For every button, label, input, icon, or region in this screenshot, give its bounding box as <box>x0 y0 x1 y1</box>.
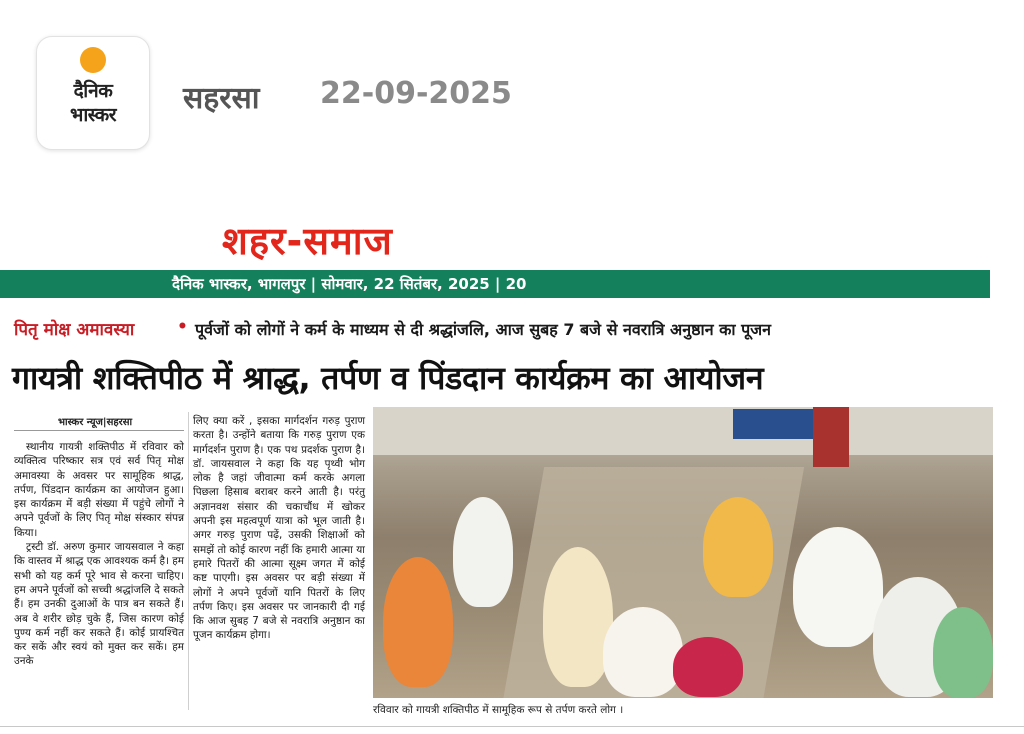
article-headline: गायत्री शक्तिपीठ में श्राद्ध, तर्पण व पिंडदान कार्यक्रम का आयोजन <box>12 359 764 397</box>
photo-caption: रविवार को गायत्री शक्तिपीठ में सामूहिक रूप से तर्पण करते लोग । <box>373 704 624 716</box>
article-subhead: पूर्वजों को लोगों ने कर्म के माध्यम से दी श्रद्धांजलि, आज सुबह 7 बजे से नवरात्रि अनुष्ठान का पूजन <box>195 320 771 339</box>
kicker-bullet: • <box>177 317 188 337</box>
article-paragraph: ट्रस्टी डॉ. अरुण कुमार जायसवाल ने कहा कि वास्तव में श्राद्ध एक आवश्यक कर्म है। हम सभी को यह कर्म पूरे भाव से करना चाहिए। हम अपने पूर्वजों को सच्ची श्रद्धांजलि दे सकते हैं। हम उनकी दुआओं के पात्र बन सकते हैं। अब वे शरीर छोड़ चुके हैं, जिस कारण कोई पुण्य कर्म नहीं कर सकते हैं। कोई प्रायश्चित कर सकें और स्वयं को मुक्त कर सकें। हम उनके <box>14 541 184 668</box>
byline-divider <box>14 430 184 431</box>
logo-line-2: भास्कर <box>69 104 117 126</box>
logo-line-1: दैनिक <box>73 80 113 102</box>
photo-person <box>603 607 683 697</box>
column-divider <box>188 412 189 710</box>
article-byline: भास्कर न्यूज|सहरसा <box>58 417 133 428</box>
article-column-2 <box>193 414 365 643</box>
photo-stairs <box>813 407 849 467</box>
edition-date: 22-09-2025 <box>320 76 512 111</box>
photo-person <box>673 637 743 697</box>
edition-city: सहरसा <box>183 81 260 116</box>
section-title: शहर-समाज <box>222 219 393 263</box>
photo-person <box>933 607 993 698</box>
photo-person <box>383 557 453 687</box>
dateline: दैनिक भास्कर, भागलपुर | सोमवार, 22 सितंबर, 2025 | 20 <box>172 275 527 293</box>
sun-icon <box>80 47 106 73</box>
article-column-1 <box>14 440 184 669</box>
article-paragraph: स्थानीय गायत्री शक्तिपीठ में रविवार को व्यक्तित्व परिष्कार सत्र एवं सर्व पितृ मोक्ष अमावस्या के अवसर पर सामूहिक श्राद्ध, तर्पण, पिंडदान कार्यक्रम का आयोजन हुआ। इस कार्यक्रम में बड़ी संख्या में पहुंचे लोगों ने अपने पूर्वजों के लिए पितृ मोक्ष संस्कार संपन्न किया। <box>14 441 184 539</box>
dateline-band <box>0 270 990 298</box>
photo-person <box>793 527 883 647</box>
article-kicker: पितृ मोक्ष अमावस्या <box>14 320 135 340</box>
article-paragraph: लिए क्या करें , इसका मार्गदर्शन गरुड़ पुराण करता है। उन्होंने बताया कि गरुड़ पुराण एक मार्गदर्शन पुराण है। एक पथ प्रदर्शक पुराण है। डॉ. जायसवाल ने कहा कि यह पृथ्वी भोग लोक है जहां जीवात्मा कर्म करके अगला पिछला हिसाब बराबर करने आती है। परंतु अज्ञानवश संसार की चकाचौंध में खोकर अपनी इस महत्वपूर्ण यात्रा को भूल जाती है। अगर गरुड़ पुराण पढ़ें, उसकी शिक्षाओं को समझें तो कोई कारण नहीं कि हमारी आत्मा या हमारे पितरों की आत्मा सूक्ष्म जगत में कोई कष्ट पाएगी। इस अवसर पर बड़ी संख्या में लोगों ने अपने पूर्वजों यानि पितरों के लिए तर्पण किए। इस अवसर पर जानकारी दी गई कि आज सुबह 7 बजे से नवरात्रि अनुष्ठान का पूजन कार्यक्रम होगा। <box>193 415 365 642</box>
photo-banner <box>733 409 817 439</box>
photo-person <box>453 497 513 607</box>
photo-wall <box>373 407 993 455</box>
bottom-divider <box>0 726 1024 727</box>
article-photo <box>373 407 993 698</box>
photo-person <box>703 497 773 597</box>
dainik-bhaskar-logo <box>36 36 150 150</box>
